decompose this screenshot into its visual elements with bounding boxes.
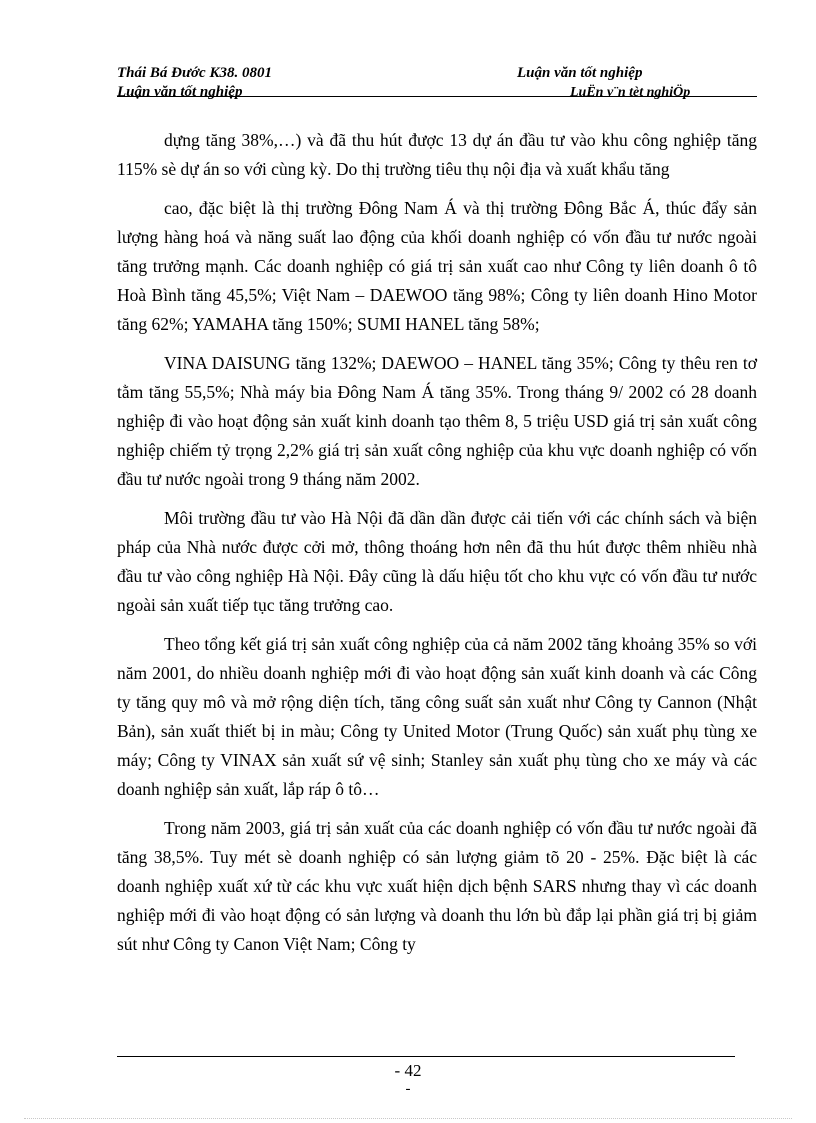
paragraph-3: VINA DAISUNG tăng 132%; DAEWOO – HANEL tăng 35%; Công ty thêu ren tơ tằm tăng 55,5%; Nhà máy bia Đông Nam Á tăng 35%. Trong tháng 9/ 2002 có 28 doanh nghiệp đi vào hoạt động sản xuất kinh doanh tạo thêm 8, 5 triệu USD giá trị sản xuất công nghiệp chiếm tỷ trọng 2,2% giá trị sản xuất công nghiệp của khu vực doanh nghiệp có vốn đầu tư nước ngoài trong 9 tháng năm 2002.: [117, 353, 757, 489]
header-title-left: Luận văn tốt nghiệp: [117, 84, 243, 100]
page-number-dash: -: [405, 1081, 411, 1097]
paragraph-1: dựng tăng 38%,…) và đã thu hút được 13 dự án đầu tư vào khu công nghiệp tăng 115% sè dự án so với cùng kỳ. Do thị trường tiêu thụ nội địa và xuất khẩu tăng: [117, 130, 757, 179]
page-bottom-border: [24, 1118, 792, 1119]
paragraph-6: Trong năm 2003, giá trị sản xuất của các doanh nghiệp có vốn đầu tư nước ngoài đã tăng 38,5%. Tuy mét sè doanh nghiệp có sản lượng giảm tõ 20 - 25%. Đặc biệt là các doanh nghiệp xuất xứ từ các khu vực xuất hiện dịch bệnh SARS nhưng thay vì các doanh nghiệp mới đi vào hoạt động có sản lượng và doanh thu lớn bù đắp lại phần giá trị bị giảm sút như Công ty Canon Việt Nam; Công ty: [117, 818, 757, 954]
header-title-garbled: LuËn v¨n tèt nghiÖp: [570, 85, 691, 100]
paragraph-4: Môi trường đầu tư vào Hà Nội đã dần dần được cải tiến với các chính sách và biện pháp của Nhà nước được cởi mở, thông thoáng hơn nên đã thu hút được thêm nhiều nhà đầu tư vào công nghiệp Hà Nội. Đây cũng là dấu hiệu tốt cho khu vực có vốn đầu tư nước ngoài sản xuất tiếp tục tăng trưởng cao.: [117, 508, 757, 615]
paragraph-2: cao, đặc biệt là thị trường Đông Nam Á và thị trường Đông Bắc Á, thúc đẩy sản lượng hàng hoá và năng suất lao động của khối doanh nghiệp có vốn đầu tư nước ngoài tăng trưởng mạnh. Các doanh nghiệp có giá trị sản xuất cao như Công ty liên doanh ô tô Hoà Bình tăng 45,5%; Việt Nam – DAEWOO tăng 98%; Công ty liên doanh Hino Motor tăng 62%; YAMAHA tăng 150%; SUMI HANEL tăng 58%;: [117, 198, 757, 334]
page-number: - 42: [394, 1061, 422, 1080]
header-row-2: [117, 83, 757, 102]
body-text: [117, 126, 757, 959]
footer-divider: [117, 1056, 735, 1057]
paragraph-5: Theo tổng kết giá trị sản xuất công nghiệp của cả năm 2002 tăng khoảng 35% so với năm 2001, do nhiều doanh nghiệp mới đi vào hoạt động sản xuất kinh doanh và các Công ty tăng quy mô và mở rộng diện tích, tăng công suất sản xuất như Công ty Cannon (Nhật Bản), sản xuất thiết bị in màu; Công ty United Motor (Trung Quốc) sản xuất phụ tùng xe máy; Công ty VINAX sản xuất sứ vệ sinh; Stanley sản xuất phụ tùng cho xe máy và các doanh nghiệp sản xuất, lắp ráp ô tô…: [117, 634, 757, 799]
header-row-1: [117, 64, 757, 83]
header-author: Thái Bá Đước K38. 0801: [117, 65, 272, 81]
header-title: Luận văn tốt nghiệp: [517, 65, 643, 81]
header-divider: [117, 96, 757, 97]
